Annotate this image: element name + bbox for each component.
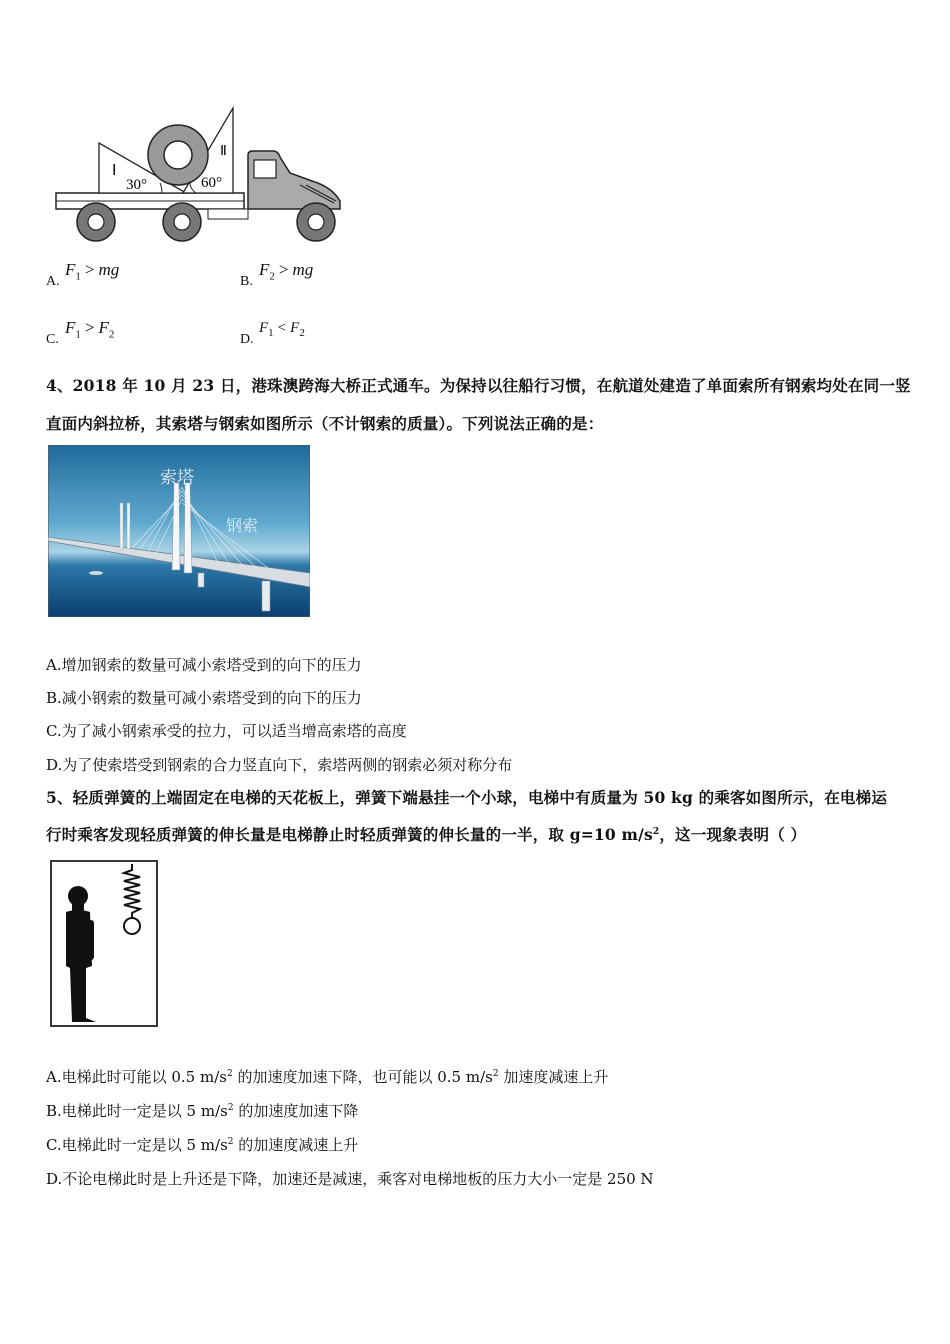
truck-figure: [50, 105, 350, 245]
angle-60: 60°: [201, 175, 222, 191]
elevator-figure: [48, 858, 160, 1030]
q4-stem-line1: 4、2018 年 10 月 23 日，港珠澳跨海大桥正式通车。为保持以往船行习惯，在航道处建造了单面索所有钢索均处在同一竖: [46, 376, 911, 395]
angle-30: 30°: [126, 177, 147, 193]
q4-option-B: B.减小钢索的数量可减小索塔受到的向下的压力: [46, 689, 362, 707]
ball: [124, 918, 140, 934]
q4-option-D: D.为了使索塔受到钢索的合力竖直向下，索塔两侧的钢索必须对称分布: [46, 756, 513, 774]
label-I: Ⅰ: [112, 163, 117, 179]
label-cable: 钢索: [226, 518, 259, 535]
label-tower: 索塔: [160, 468, 194, 487]
bridge-photo: [48, 445, 310, 617]
option-letter: C.: [46, 332, 59, 347]
option-letter: B.: [240, 274, 253, 289]
label-II: Ⅱ: [220, 144, 227, 159]
option-formula: $F_1 < F_2$: [259, 320, 305, 339]
q5-option-D: D.不论电梯此时是上升还是下降，加速还是减速，乘客对电梯地板的压力大小一定是 250 N: [46, 1170, 654, 1188]
option-formula: $F_2$ > mg: [259, 260, 314, 283]
wheel-rear: [77, 203, 115, 241]
q5-option-C: C.电梯此时一定是以 5 $m/s^2$ 的加速度减速上升: [46, 1136, 359, 1154]
wheel-middle: [163, 203, 201, 241]
q5-stem-line1: 5、轻质弹簧的上端固定在电梯的天花板上，弹簧下端悬挂一个小球，电梯中有质量为 50 kg 的乘客如图所示，在电梯运: [46, 788, 888, 807]
wheel-front: [297, 203, 335, 241]
q5-option-B: B.电梯此时一定是以 5 $m/s^2$ 的加速度加速下降: [46, 1102, 359, 1120]
q4-option-C: C.为了减小钢索承受的拉力，可以适当增高索塔的高度: [46, 722, 407, 740]
q4-stem-line2: 直面内斜拉桥，其索塔与钢索如图所示（不计钢索的质量）。下列说法正确的是：: [46, 414, 604, 433]
option-letter: D.: [240, 332, 254, 347]
option-formula: $F_1 > F_2$: [65, 318, 115, 341]
q5-stem-line2: 行时乘客发现轻质弹簧的伸长量是电梯静止时轻质弹簧的伸长量的一半，取 g=10 $m/s^2$，这一现象表明（ ）: [46, 825, 807, 844]
option-letter: A.: [46, 274, 60, 289]
q4-option-A: A.增加钢索的数量可减小索塔受到的向下的压力: [46, 656, 362, 674]
q5-option-A: A.电梯此时可能以 0.5 $m/s^2$ 的加速度加速下降，也可能以 0.5 $m/s^2$ 加速度减速上升: [46, 1068, 609, 1086]
option-formula: $F_1$ > mg: [65, 260, 120, 283]
